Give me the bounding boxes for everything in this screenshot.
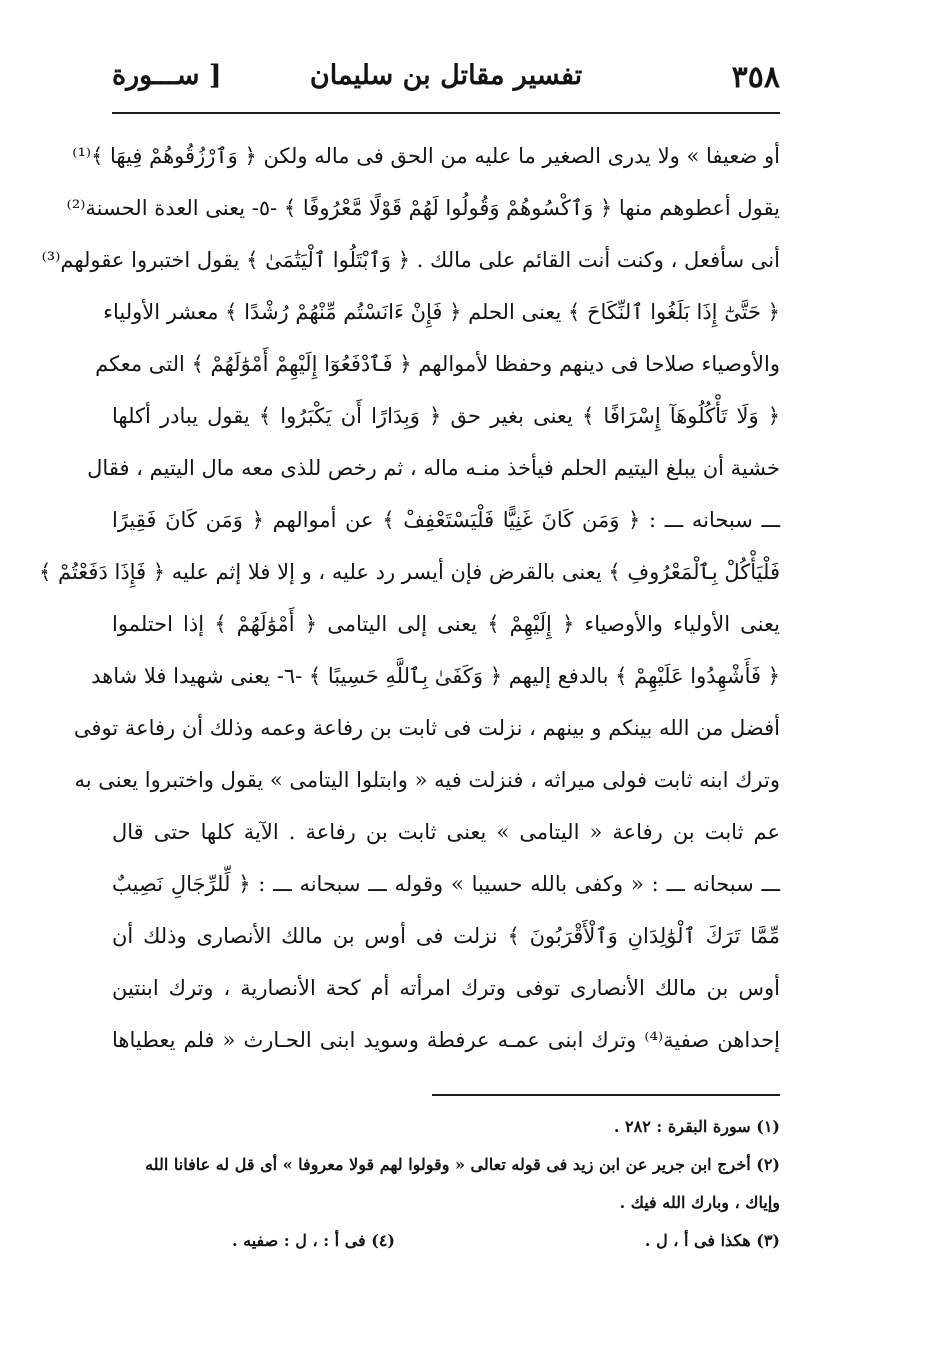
footnote-divider (432, 1094, 780, 1096)
footnote: (٢) أخرج ابن جرير عن ابن زيد فى قوله تعالى « وقولوا لهم قولا معروفا » أى قل له عافانا الله (145, 1155, 780, 1174)
text-line: خشية أن يبلغ اليتيم الحلم فيأخذ منـه ماله ، ثم رخص للذى معه مال اليتيم ، فقال (87, 456, 780, 480)
footnote: (١) سورة البقرة : ٢٨٢ . (613, 1117, 780, 1136)
page-header (112, 56, 780, 104)
header-divider (112, 112, 780, 114)
text-line: فَلْيَأْكُلْ بِٱلْمَعْرُوفِ ﴾ يعنى بالقرض فإن أيسر رد عليه ، و إلا فلا إثم عليه ﴿ فَإِذَا دَفَعْتُمْ ﴾ (39, 560, 780, 584)
text-line: يقول أعطوهم منها ﴿ وَٱكْسُوهُمْ وَقُولُوا لَهُمْ قَوْلًا مَّعْرُوفًا ﴾ -٥- يعنى العدة الحسنة⁽²⁾ (66, 196, 780, 220)
text-line: والأوصياء صلاحا فى دينهم وحفظا لأموالهم ﴿ فَٱدْفَعُوٓا إِلَيْهِمْ أَمْوَٰلَهُمْ ﴾ التى معكم (95, 352, 780, 376)
text-line: ﴿ وَلَا تَأْكُلُوهَآ إِسْرَافًا ﴾ يعنى بغير حق ﴿ وَبِدَارًا أَن يَكْبَرُوا ﴾ يقول يبادر أكلها (112, 404, 780, 428)
footnote: (٣) هكذا فى أ ، ل . (644, 1231, 780, 1250)
text-line: أو ضعيفا » ولا يدرى الصغير ما عليه من الحق فى ماله ولكن ﴿ وَٱرْزُقُوهُمْ فِيهَا ﴾⁽¹⁾ (72, 144, 780, 168)
footnote-continuation: وإياك ، وبارك الله فيك . (619, 1193, 780, 1212)
text-line: أفضل من الله بينكم و بينهم ، نزلت فى ثابت بن رفاعة وعمه وذلك أن رفاعة توفى (73, 716, 780, 740)
text-line: ﴿ حَتَّىٰٓ إِذَا بَلَغُوا ٱلنِّكَاحَ ﴾ يعنى الحلم ﴿ فَإِنْ ءَانَسْتُم مِّنْهُمْ رُشْدًا ﴾ معشر الأولياء (103, 300, 780, 324)
text-line: إحداهن صفية⁽⁴⁾ وترك ابنى عمـه عرفطة وسويد ابنى الحـارث « فلم يعطياها (112, 1028, 780, 1052)
body-text (39, 130, 780, 1066)
text-line: أنى سأفعل ، وكنت أنت القائم على مالك . ﴿ وَٱبْتَلُوا ٱلْيَتَٰمَىٰ ﴾ يقول اختبروا عقولهم⁽³⁾ (41, 248, 780, 272)
text-line: مِّمَّا تَرَكَ ٱلْوَٰلِدَانِ وَٱلْأَقْرَبُونَ ﴾ نزلت فى أوس بن مالك الأنصارى وذلك أن (112, 924, 780, 948)
text-line: ﴿ فَأَشْهِدُوا عَلَيْهِمْ ﴾ بالدفع إليهم ﴿ وَكَفَىٰ بِٱللَّهِ حَسِيبًا ﴾ -٦- يعنى شهيدا فلا شاهد (91, 664, 780, 688)
page-number: ٣٥٨ (731, 60, 780, 95)
text-line: وترك ابنه ثابت فولى ميراثه ، فنزلت فيه « وابتلوا اليتامى » يقول واختبروا يعنى به (74, 768, 780, 792)
text-line: ـــ سبحانه ـــ : ﴿ وَمَن كَانَ غَنِيًّا فَلْيَسْتَعْفِفْ ﴾ عن أموالهم ﴿ وَمَن كَانَ فَقِيرًا (112, 508, 780, 532)
footnote: (٤) فى أ : ، ل : صفيه . (232, 1231, 395, 1250)
text-line: أوس بن مالك الأنصارى توفى وترك امرأته أم كحة الأنصارية ، وترك ابنتين (112, 976, 780, 1000)
text-line: عم ثابت بن رفاعة « اليتامى » يعنى ثابت بن رفاعة . الآية كلها حتى قال (112, 820, 780, 844)
running-title: تفسير مقاتل بن سليمان (309, 60, 583, 91)
footnotes (112, 1108, 780, 1260)
text-line: يعنى الأولياء والأوصياء ﴿ إِلَيْهِمْ ﴾ يعنى إلى اليتامى ﴿ أَمْوَٰلَهُمْ ﴾ إذا احتلموا (112, 612, 780, 636)
text-line: ـــ سبحانه ـــ : « وكفى بالله حسيبا » وقوله ـــ سبحانه ـــ : ﴿ لِّلرِّجَالِ نَصِيبٌ (112, 872, 780, 896)
running-surah: [ ســـورة (112, 60, 222, 91)
footnote-row (112, 1222, 780, 1260)
